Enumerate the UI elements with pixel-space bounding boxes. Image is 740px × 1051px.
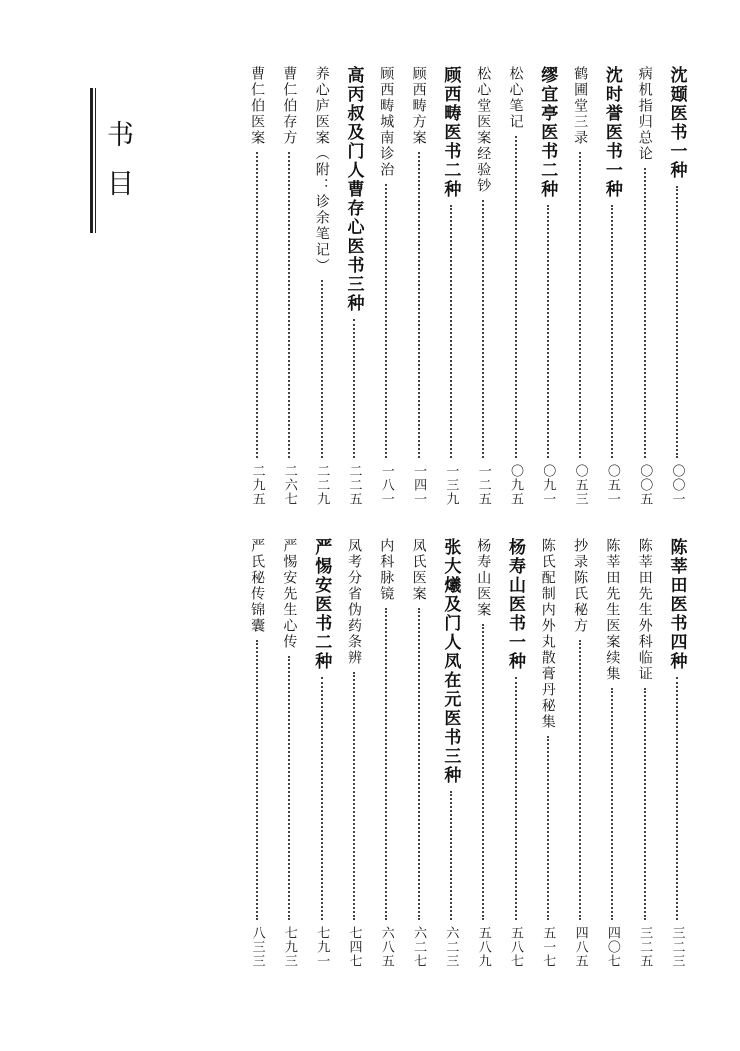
entry-title: 抄录陈氏秘方: [572, 538, 589, 634]
toc-section-entry[interactable]: [309, 538, 335, 968]
dot-leader: [644, 168, 646, 458]
entry-title: 凤氏医案: [410, 538, 427, 602]
section-title: 沈时誉医书一种: [601, 66, 622, 199]
section-title: 缪宜亭医书二种: [537, 66, 558, 199]
section-title: 杨寿山医书一种: [505, 538, 525, 671]
dot-leader: [547, 736, 549, 920]
entry-title: 顾西畴城南诊治: [378, 66, 395, 178]
toc-entry[interactable]: [632, 538, 658, 968]
dot-leader: [418, 608, 420, 920]
heading-rule-thick: [90, 88, 93, 233]
dot-leader: [321, 677, 323, 920]
entry-title: 松心笔记: [507, 66, 524, 130]
dot-leader: [321, 280, 323, 458]
toc-entry[interactable]: [599, 538, 625, 968]
dot-leader: [353, 672, 355, 920]
dot-leader: [385, 608, 387, 920]
heading-rule-thin: [95, 88, 96, 233]
entry-title: 养心庐医案（附：诊余笔记）: [313, 66, 330, 274]
entry-title: 顾西畴方案: [410, 66, 427, 146]
entry-title: 松心堂医案经验钞: [475, 66, 492, 194]
page-number: 一二五: [475, 464, 491, 506]
page-number: 七九一: [314, 926, 330, 968]
page-number: 二六七: [281, 464, 297, 506]
page-number: 三二五: [637, 926, 653, 968]
entry-title: 凤考分省伪药条辨: [346, 538, 362, 666]
dot-leader: [515, 677, 517, 920]
page-number: 〇九五: [508, 464, 523, 506]
page-number: 二二九: [314, 464, 330, 506]
toc-section-entry[interactable]: [599, 66, 625, 506]
dot-leader: [256, 640, 258, 920]
section-title: 张大爔及门人凤在元医书三种: [440, 538, 461, 785]
toc-entry[interactable]: [503, 66, 529, 506]
page-number: 一三九: [443, 464, 459, 506]
entry-title: 杨寿山医案: [475, 538, 492, 618]
dot-leader: [547, 205, 549, 458]
toc-entry[interactable]: [406, 66, 432, 506]
dot-leader: [256, 152, 258, 458]
entry-title: 曹仁伯医案: [249, 66, 266, 146]
toc-entry[interactable]: [341, 538, 367, 968]
page-number: 一八一: [378, 464, 394, 506]
dot-leader: [450, 791, 452, 920]
toc-entry[interactable]: [276, 66, 302, 506]
toc-entry[interactable]: [567, 538, 593, 968]
section-title: 沈颋医书一种: [666, 66, 687, 180]
page-number: 五八七: [508, 926, 523, 968]
dot-leader: [611, 205, 613, 458]
entry-title: 病机指归总论: [636, 66, 653, 162]
page-number: 一四一: [411, 464, 427, 506]
toc-section-entry[interactable]: [664, 538, 690, 968]
section-title: 严惕安医书二种: [311, 538, 332, 671]
toc-section-entry[interactable]: [535, 66, 561, 506]
page-number: 〇五三: [572, 464, 588, 506]
toc-entry[interactable]: [244, 66, 270, 506]
toc-entry[interactable]: [470, 66, 496, 506]
dot-leader: [644, 688, 646, 920]
entry-title: 严氏秘传锦囊: [249, 538, 266, 634]
toc-entry[interactable]: [470, 538, 496, 968]
toc-entry[interactable]: [567, 66, 593, 506]
toc-entry[interactable]: [276, 538, 302, 968]
page-number: 六二三: [443, 926, 459, 968]
toc-section-entry[interactable]: [438, 66, 464, 506]
toc-section-entry[interactable]: [438, 538, 464, 968]
page-number: 六八五: [378, 926, 394, 968]
dot-leader: [515, 136, 517, 458]
page-number: 四〇七: [604, 926, 620, 968]
toc-entry[interactable]: [632, 66, 658, 506]
dot-leader: [482, 624, 484, 920]
page-number: 五一七: [540, 926, 556, 968]
toc-entry[interactable]: [244, 538, 270, 968]
dot-leader: [482, 200, 484, 458]
dot-leader: [418, 152, 420, 458]
dot-leader: [579, 152, 581, 458]
dot-leader: [353, 319, 355, 458]
toc-entry[interactable]: [373, 66, 399, 506]
page-number: 四八五: [572, 926, 588, 968]
entry-title: 严惕安先生心传: [281, 538, 298, 650]
section-title: 顾西畴医书二种: [440, 66, 461, 199]
page-number: 〇五一: [604, 464, 620, 506]
dot-leader: [676, 677, 678, 920]
toc-entry[interactable]: [406, 538, 432, 968]
section-title: 高丙叔及门人曹存心医书三种: [343, 66, 364, 313]
entry-title: 陈氏配制内外丸散膏丹秘集: [539, 538, 556, 730]
page-number: 〇九一: [540, 464, 556, 506]
page-number: 七九三: [281, 926, 297, 968]
dot-leader: [579, 640, 581, 920]
dot-leader: [385, 184, 387, 458]
toc-entry[interactable]: [309, 66, 335, 506]
page-number: 〇〇一: [669, 464, 685, 506]
dot-leader: [288, 656, 290, 920]
page-number: 二九五: [249, 464, 265, 506]
page-number: 六二七: [411, 926, 427, 968]
page-number: 五八九: [475, 926, 491, 968]
page-number: 二二五: [346, 464, 362, 506]
dot-leader: [288, 152, 290, 458]
toc-section-entry[interactable]: [341, 66, 367, 506]
entry-title: 陈莘田先生医案续集: [604, 538, 621, 682]
toc-section-entry[interactable]: [503, 538, 529, 968]
dot-leader: [450, 205, 452, 458]
page-number: 〇〇五: [637, 464, 653, 506]
section-title: 陈莘田医书四种: [666, 538, 687, 671]
toc-entry[interactable]: [373, 538, 399, 968]
entry-title: 鹤圃堂三录: [572, 66, 589, 146]
page-number: 七四七: [346, 926, 362, 968]
entry-title: 陈莘田先生外科临证: [636, 538, 653, 682]
entry-title: 曹仁伯存方: [281, 66, 298, 146]
page-number: 三二三: [669, 926, 685, 968]
dot-leader: [676, 186, 678, 458]
entry-title: 内科脉镜: [378, 538, 395, 602]
page-number: 八三三: [249, 926, 265, 968]
toc-section-entry[interactable]: [664, 66, 690, 506]
toc-entry[interactable]: [535, 538, 561, 968]
dot-leader: [611, 688, 613, 920]
page-title: 书目: [102, 120, 133, 218]
